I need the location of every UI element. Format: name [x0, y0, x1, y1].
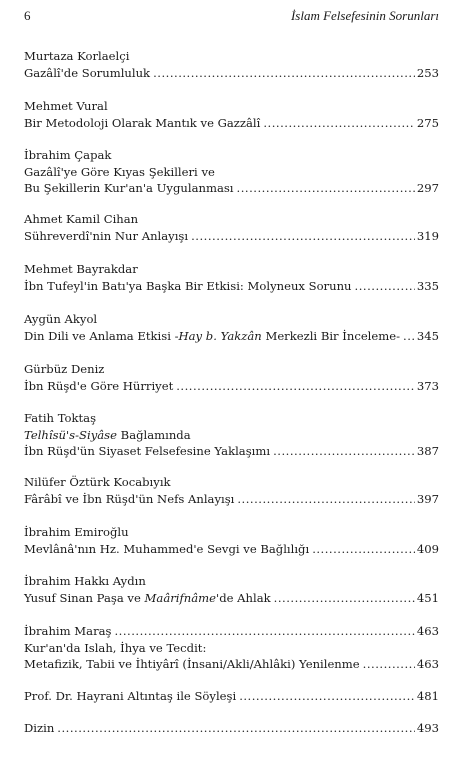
toc-title: Gazâlî'de Sorumluluk [24, 65, 151, 80]
toc-entry[interactable] [24, 720, 439, 737]
toc-entry[interactable] [24, 474, 439, 507]
toc-title: İbn Rüşd'ün Siyaset Felsefesine Yaklaşımı [24, 444, 271, 458]
toc-title-line[interactable] [24, 278, 439, 295]
toc-title-line[interactable] [24, 590, 439, 607]
dot-leader [274, 590, 415, 607]
toc-title-line[interactable] [24, 228, 439, 245]
dot-leader [237, 180, 415, 197]
toc-author: Nilüfer Öztürk Kocabıyık [24, 475, 171, 489]
toc-title-line[interactable] [24, 328, 439, 345]
toc-title-line[interactable] [24, 443, 439, 460]
toc-title: Prof. Dr. Hayrani Altıntaş ile Söyleşi [24, 689, 237, 703]
page-number: 6 [24, 8, 31, 23]
toc-author: İbrahim Emiroğlu [24, 525, 129, 539]
toc-title-part: Din Dili ve Anlama Etkisi - [24, 328, 179, 343]
toc-title: Bu Şekillerin Kur'an'a Uygulanması [24, 181, 234, 195]
toc-title-line-1: Gazâlî'ye Göre Kıyas Şekilleri ve [24, 164, 215, 179]
toc-title-line-1: Kur'an'da Islah, İhya ve Tecdit: [24, 640, 207, 655]
dot-leader [403, 328, 415, 345]
toc-title-part: Yusuf Sinan Paşa ve [24, 590, 145, 605]
toc-title-line[interactable] [24, 688, 439, 705]
toc-author: İbrahim Maraş [24, 624, 112, 638]
toc-author-line[interactable] [24, 623, 439, 640]
toc-page-number: 253 [416, 65, 439, 80]
toc-title-part: Bağlamında [116, 427, 191, 442]
toc-title: Dizin [24, 721, 55, 735]
toc-entry[interactable] [24, 48, 439, 81]
dot-leader [153, 65, 415, 82]
toc-page-number: 463 [416, 657, 439, 671]
dot-leader [239, 688, 415, 705]
toc-title-line[interactable] [24, 720, 439, 737]
toc-author: Mehmet Vural [24, 99, 108, 113]
toc-page-number: 275 [416, 115, 439, 130]
toc-title-line-1 [24, 427, 439, 444]
toc-author: Mehmet Bayrakdar [24, 262, 138, 276]
dot-leader [176, 378, 415, 395]
toc-title-italic: Telhîsü's-Siyâse [24, 427, 117, 442]
dot-leader [237, 491, 414, 508]
running-title: İslam Felsefesinin Sorunları [290, 8, 439, 23]
toc-title: Mevlânâ'nın Hz. Muhammed'e Sevgi ve Bağlılığı [24, 541, 310, 556]
toc-title: Metafizik, Tabii ve İhtiyârî (İnsani/Akli/Ahlâki) Yenilenme [24, 657, 360, 671]
toc-title: Fârâbî ve İbn Rüşd'ün Nefs Anlayışı [24, 491, 235, 506]
toc-page-number: 409 [416, 541, 439, 556]
toc-title-line[interactable] [24, 115, 439, 132]
toc-entry[interactable] [24, 211, 439, 244]
toc-page-number: 451 [416, 590, 439, 605]
toc-title-line[interactable] [24, 65, 439, 82]
toc-title-part: Merkezli Bir İnceleme- [261, 328, 401, 343]
toc-page-number: 345 [416, 328, 439, 343]
toc-entry[interactable] [24, 623, 439, 673]
toc-title-italic: Maârifnâme [144, 590, 217, 605]
toc-page-number: 319 [416, 228, 439, 243]
toc-title: İbn Tufeyl'in Batı'ya Başka Bir Etkisi: Molyneux Sorunu [24, 278, 352, 293]
toc-page-number: 297 [416, 181, 439, 195]
toc-entry[interactable] [24, 524, 439, 557]
dot-leader [363, 656, 415, 673]
toc-author: Gürbüz Deniz [24, 362, 105, 376]
toc-title-italic: Hay b. Yakzân [178, 328, 262, 343]
toc-title [24, 328, 400, 345]
toc-author: İbrahim Hakkı Aydın [24, 574, 146, 588]
toc-title-line[interactable] [24, 378, 439, 395]
toc-title: Sühreverdî'nin Nur Anlayışı [24, 228, 189, 243]
toc-title-line[interactable] [24, 541, 439, 558]
toc-author: Murtaza Korlaelçi [24, 49, 130, 63]
dot-leader [115, 623, 415, 640]
dot-leader [263, 115, 415, 132]
toc-author: İbrahim Çapak [24, 148, 112, 162]
toc-entry[interactable] [24, 410, 439, 460]
dot-leader [312, 541, 415, 558]
toc-author: Fatih Toktaş [24, 411, 97, 425]
toc-entry[interactable] [24, 98, 439, 131]
toc-entry[interactable] [24, 147, 439, 197]
toc-title: Bir Metodoloji Olarak Mantık ve Gazzâlî [24, 115, 261, 130]
toc-author: Ahmet Kamil Cihan [24, 212, 139, 226]
dot-leader [273, 443, 415, 460]
toc-entry[interactable] [24, 361, 439, 394]
toc-entry[interactable] [24, 573, 439, 606]
toc-title-line[interactable] [24, 180, 439, 197]
toc-page-number: 397 [416, 491, 439, 506]
dot-leader [355, 278, 415, 295]
dot-leader [191, 228, 415, 245]
toc-page-number: 335 [416, 278, 439, 293]
toc-entry[interactable] [24, 688, 439, 705]
toc-page-number: 493 [416, 721, 439, 735]
toc-title [24, 590, 271, 607]
toc-page-number: 463 [416, 624, 439, 638]
toc-title-part: 'de Ahlak [216, 590, 271, 605]
toc-entry[interactable] [24, 261, 439, 294]
toc-author: Aygün Akyol [24, 312, 98, 326]
toc-title-line[interactable] [24, 491, 439, 508]
toc-page-number: 481 [416, 689, 439, 703]
dot-leader [57, 720, 415, 737]
page-header [24, 8, 439, 24]
toc-title-line[interactable] [24, 656, 439, 673]
toc-entry[interactable] [24, 311, 439, 344]
toc-title: İbn Rüşd'e Göre Hürriyet [24, 378, 174, 393]
toc-page-number: 387 [416, 444, 439, 458]
toc-page-number: 373 [416, 378, 439, 393]
